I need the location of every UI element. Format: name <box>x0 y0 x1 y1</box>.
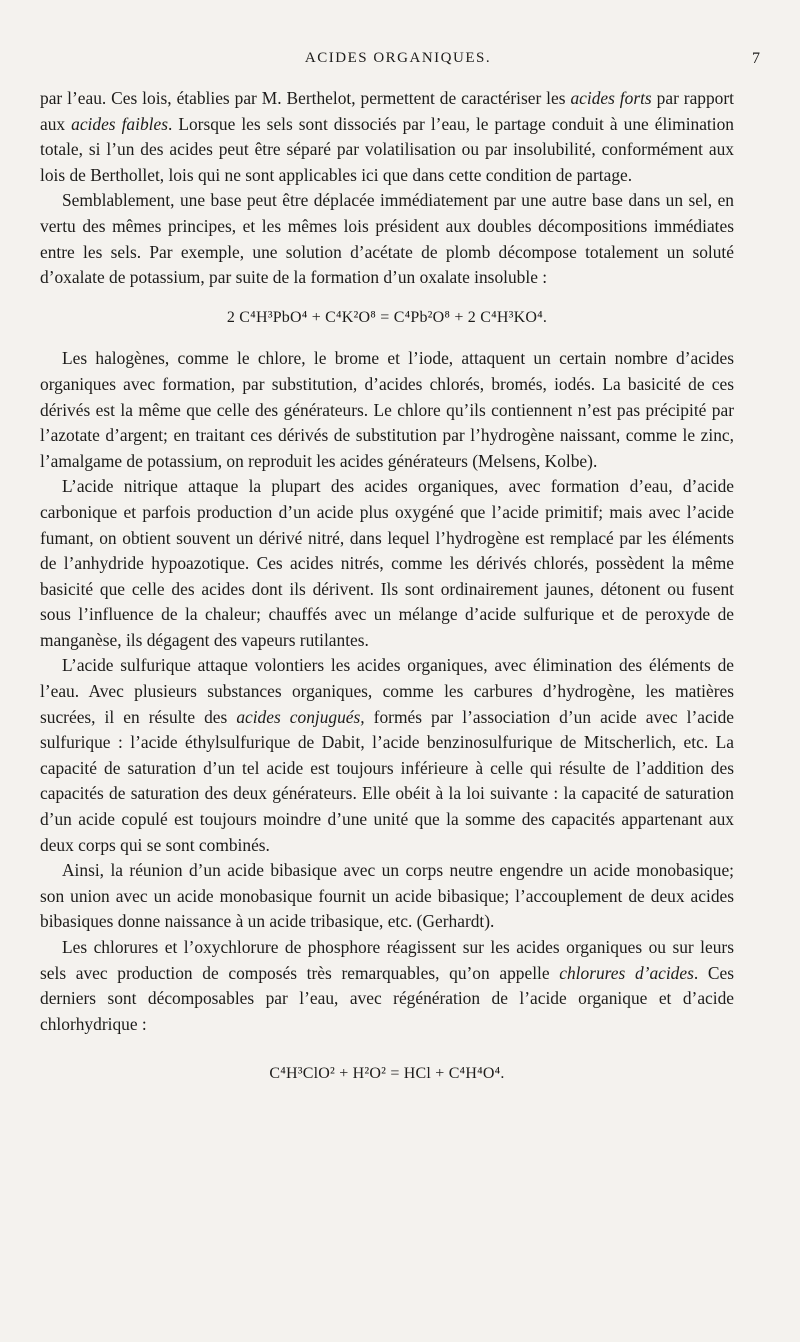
paragraph-1-middle: par rapport aux <box>40 88 735 134</box>
paragraph-5 <box>40 653 734 858</box>
paragraph-2: Semblablement, une base peut être déplacée immédiatement par une autre base dans un sel, en vertu des mêmes principes, et les mêmes lois président aux doubles décompositions immédiates entre les sels. Par exemple, une solution d’acétate de plomb décompose totalement un soluté d’oxalate de potassium, par suite de la formation d’un oxalate insoluble : <box>40 190 734 288</box>
page-body <box>40 86 734 1103</box>
paragraph-5-italic: acides conjugués, <box>236 706 365 727</box>
paragraph-1-italic-1: acides forts <box>570 88 652 108</box>
paragraph-1-italic-2: acides faibles <box>71 113 168 134</box>
paragraph-4: L’acide nitrique attaque la plupart des acides organiques, avec formation d’eau, d’acide carbonique et parfois production d’un acide plus oxygéné que l’acide primitif; mais avec l’acide fumant, on obtient souvent un dérivé nitré, dans lequel l’hydrogène est remplacé par les éléments de l’anhydride hypoazotique. Ces acides nitrés, comme les dérivés chlorés, possèdent la même basicité que celle des acides dont ils dérivent. Ils sont ordinairement jaunes, détonent ou fusent sous l’influence de la chaleur; chauffés avec un mélange d’acide sulfurique et de peroxyde de manganèse, ils dégagent des vapeurs rutilantes. <box>40 476 734 650</box>
paragraph-3: Les halogènes, comme le chlore, le brome et l’iode, attaquent un certain nombre d’acides organiques avec formation, par substitution, d’acides chlorés, bromés, iodés. La basicité de ces dérivés est la même que celle des générateurs. Le chlore qu’ils contiennent n’est pas précipité par l’azotate d’argent; en traitant ces dérivés de substitution par l’hydrogène naissant, comme le zinc, l’amalgame de potassium, on reproduit les acides générateurs (Melsens, Kolbe). <box>40 348 734 471</box>
paragraph-7-tail: . Ces derniers sont décomposables par l’eau, avec régénération de l’acide organique et d’acide chlorhydrique : <box>40 962 734 1034</box>
paragraph-5-head: L’acide sulfurique attaque volontiers les acides organiques, avec élimination des éléments de l’eau. Avec plusieurs substances organiques, comme les carbures d’hydrogène, les matières sucrées, il en résulte des <box>40 655 734 727</box>
paragraph-1-text: par l’eau. Ces lois, établies par M. Berthelot, permettent de caractériser les <box>40 88 566 108</box>
formula-2: C⁴H³ClO² + H²O² = HCl + C⁴H⁴O⁴. <box>269 1065 505 1083</box>
paragraph-7-italic: chlorures d’acides <box>559 962 694 983</box>
running-title: ACIDES ORGANIQUES. <box>304 50 492 66</box>
paragraph-5-tail: formés par l’association d’un acide avec l’acide sulfurique : l’acide éthylsulfurique de Dabit, l’acide benzinosulfurique de Mitscherlich, etc. La capacité de saturation d’un tel acide est toujours inférieure à celle qui résulte de l’addition des capacités de saturation des deux générateurs. Elle obéit à la loi suivante : la capacité de saturation d’un acide copulé est toujours moindre d’une unité que la somme des capacités appartenant aux deux corps qui se sont combinés. <box>40 706 734 855</box>
paragraph-1-tail: . Lorsque les sels sont dissociés par l’eau, le partage conduit à une élimination totale, si l’un des acides peut être séparé par volatilisation ou par insolubilité, conformément aux lois de Berthollet, lois qui ne sont applicables ici que dans cette condition de partage. <box>40 113 734 185</box>
formula-1: 2 C⁴H³PbO⁴ + C⁴K²O⁸ = C⁴Pb²O⁸ + 2 C⁴H³KO⁴. <box>226 308 548 326</box>
paragraph-7 <box>40 935 734 1037</box>
page-number: 7 <box>752 50 760 67</box>
paragraph-7-head: Les chlorures et l’oxychlorure de phosphore réagissent sur les acides organiques ou sur leurs sels avec production de composés très remarquables, qu’on appelle <box>40 937 734 983</box>
paragraph-1 <box>40 86 734 188</box>
paragraph-6: Ainsi, la réunion d’un acide bibasique avec un corps neutre engendre un acide monobasique; son union avec un acide monobasique fournit un acide bibasique; l’accouplement de deux acides bibasiques donne naissance à un acide tribasique, etc. (Gerhardt). <box>40 860 734 932</box>
running-head <box>36 50 760 74</box>
